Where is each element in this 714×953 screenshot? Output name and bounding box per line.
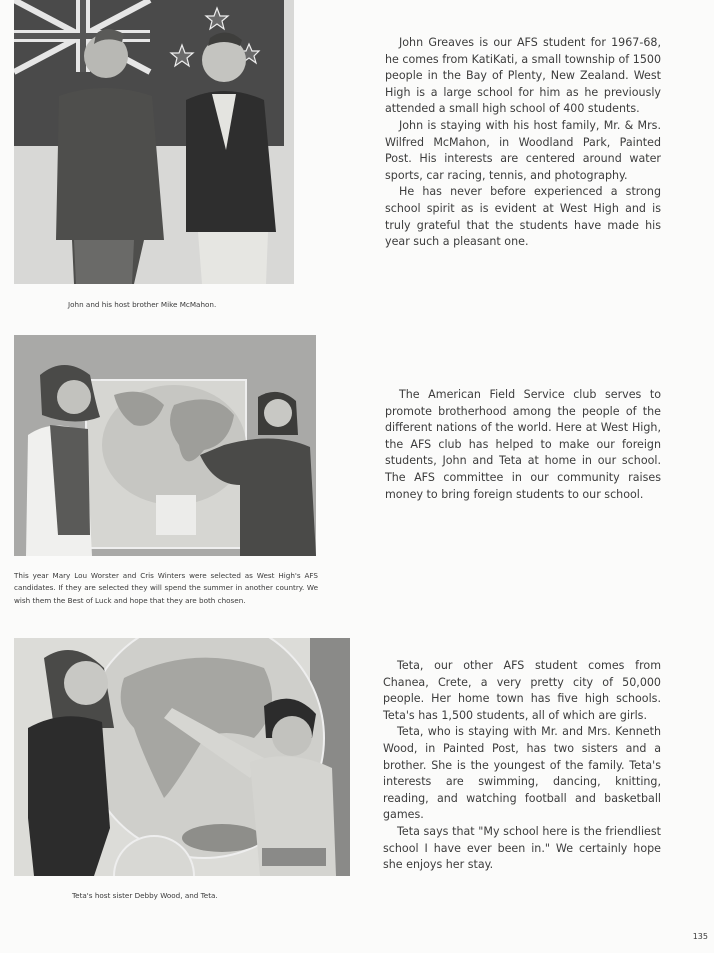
paragraph: John Greaves is our AFS student for 1967-68, he comes from KatiKati, a small township of 1500 people in the Bay of Plenty, New Zealand. West High is a large school for him as he previously attended a small high school of 400 students.: [385, 36, 661, 116]
paragraph: Teta, our other AFS student comes from Chanea, Crete, a very pretty city of 50,000 people. Her home town has five high schools. Teta's has 1,500 students, all of which are girls.: [383, 659, 661, 722]
paragraph: John is staying with his host family, Mr. & Mrs. Wilfred McMahon, in Woodland Park, Painted Post. His interests are centered around water sports, car racing, tennis, and photography.: [385, 118, 661, 182]
photo-teta-and-debby: [14, 638, 350, 876]
paragraph: The American Field Service club serves to promote brotherhood among the people of the different nations of the world. Here at West High, the AFS club has helped to make our foreign students, John and Teta at home in our school. The AFS committee in our community raises money to bring foreign students to our school.: [385, 388, 661, 501]
paragraph: He has never before experienced a strong school spirit as is evident at West High and is truly grateful that the students have made his year such a pleasant one.: [385, 185, 661, 249]
photo-afs-candidates-image: [14, 335, 316, 556]
caption-john-and-mike: John and his host brother Mike McMahon.: [68, 300, 217, 309]
photo-afs-candidates: [14, 335, 316, 556]
page-number: 135: [692, 932, 708, 941]
caption-afs-candidates: This year Mary Lou Worster and Cris Winters were selected as West High's AFS candidates. If they are selected they will spend the summer in another country. We wish them the Best of Luck and hope that they are both chosen.: [14, 571, 318, 605]
paragraph: Teta, who is staying with Mr. and Mrs. Kenneth Wood, in Painted Post, has two sisters and a brother. She is the youngest of the family. Teta's interests are swimming, dancing, knitting, reading, and watching football and basketball games.: [383, 725, 661, 822]
article-teta: [383, 658, 661, 874]
article-john-greaves: [385, 35, 661, 251]
photo-teta-and-debby-image: [14, 638, 350, 876]
article-afs-club: [385, 387, 661, 503]
photo-john-and-mike: [14, 0, 294, 284]
caption-teta-and-debby: Teta's host sister Debby Wood, and Teta.: [72, 891, 218, 900]
photo-john-and-mike-image: [14, 0, 294, 284]
paragraph: Teta says that "My school here is the friendliest school I have ever been in." We certainly hope she enjoys her stay.: [383, 824, 661, 872]
